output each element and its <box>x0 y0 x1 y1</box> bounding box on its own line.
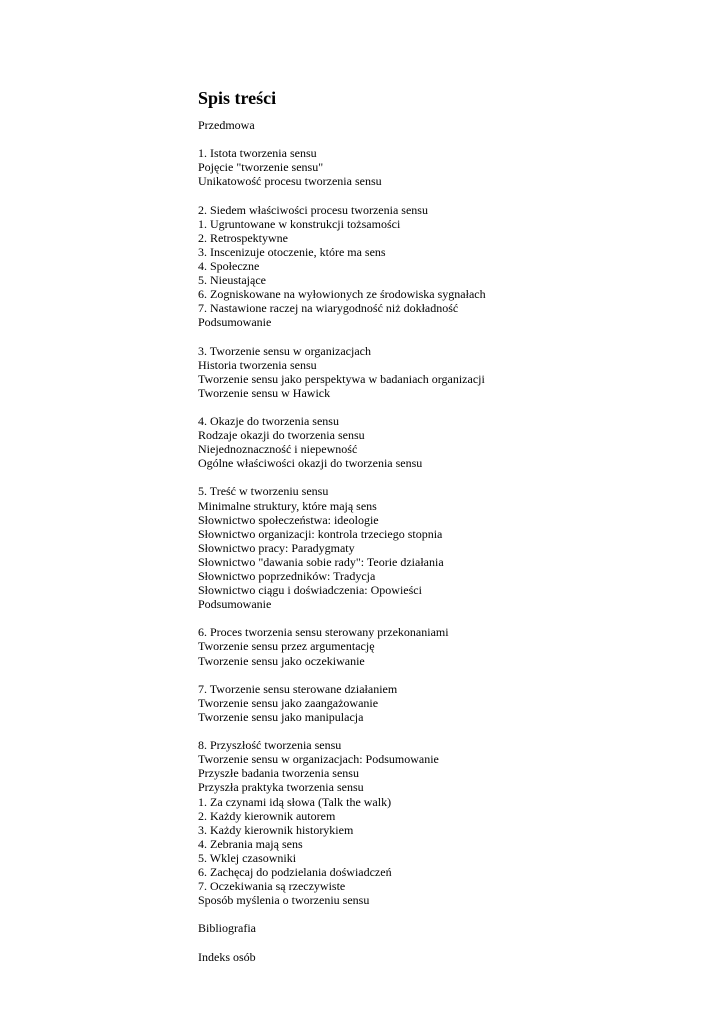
toc-subentry: 4. Zebrania mają sens <box>198 836 303 851</box>
toc-subentry: Słownictwo "dawania sobie rady": Teorie działania <box>198 554 444 569</box>
toc-subentry: Tworzenie sensu jako manipulacja <box>198 709 364 724</box>
toc-subentry: Tworzenie sensu w Hawick <box>198 385 331 400</box>
spacer <box>198 470 698 484</box>
toc-chapter-heading: 5. Treść w tworzeniu sensu <box>198 484 329 499</box>
toc-subentry: Historia tworzenia sensu <box>198 357 317 372</box>
toc-subentry: 2. Retrospektywne <box>198 230 288 245</box>
toc-subentry: 5. Wklej czasowniki <box>198 850 297 865</box>
toc-subentry: 6. Zogniskowane na wyłowionych ze środowiska sygnałach <box>198 287 486 302</box>
toc-subentry: Unikatowość procesu tworzenia sensu <box>198 174 382 189</box>
toc-chapter <box>198 414 698 484</box>
toc-subentry: Tworzenie sensu jako oczekiwanie <box>198 653 365 668</box>
toc-chapter <box>198 146 698 202</box>
toc-subentry: Minimalne struktury, które mają sens <box>198 498 377 513</box>
toc-subentry: Słownictwo społeczeństwa: ideologie <box>198 512 379 527</box>
spacer <box>198 611 698 625</box>
toc-chapter-heading: 6. Proces tworzenia sensu sterowany przekonaniami <box>198 625 449 640</box>
toc-entry-preface: Przedmowa <box>198 118 255 132</box>
toc-subentry: 5. Nieustające <box>198 273 266 288</box>
spacer <box>198 935 698 949</box>
toc-subentry: Tworzenie sensu w organizacjach: Podsumowanie <box>198 752 439 767</box>
toc-chapter-heading: 3. Tworzenie sensu w organizacjach <box>198 343 371 358</box>
toc-subentry: Słownictwo organizacji: kontrola trzeciego stopnia <box>198 526 443 541</box>
toc-chapter-heading: 1. Istota tworzenia sensu <box>198 146 317 161</box>
toc-subentry: 3. Inscenizuje otoczenie, które ma sens <box>198 244 386 259</box>
toc-subentry: Słownictwo ciągu i doświadczenia: Opowieści <box>198 583 422 598</box>
toc-chapter <box>198 203 698 344</box>
toc-subentry: Przyszła praktyka tworzenia sensu <box>198 780 364 795</box>
toc-subentry: 6. Zachęcaj do podzielania doświadczeń <box>198 864 392 879</box>
toc-subentry: 7. Oczekiwania są rzeczywiste <box>198 879 346 894</box>
toc-chapter <box>198 344 698 414</box>
toc-subentry: Słownictwo poprzedników: Tradycja <box>198 569 376 583</box>
toc-subentry: 2. Każdy kierownik autorem <box>198 808 336 823</box>
toc-sections <box>198 146 698 921</box>
toc-subentry: Tworzenie sensu przez argumentację <box>198 639 375 654</box>
toc-entry-index: Indeks osób <box>198 949 256 964</box>
toc-subentry: 7. Nastawione raczej na wiarygodność niż dokładność <box>198 301 459 316</box>
toc-subentry: Sposób myślenia o tworzeniu sensu <box>198 893 370 908</box>
toc-chapter-heading: 4. Okazje do tworzenia sensu <box>198 413 339 428</box>
toc-subentry: Podsumowanie <box>198 597 272 612</box>
toc-chapter-heading: 8. Przyszłość tworzenia sensu <box>198 738 342 753</box>
spacer <box>198 724 698 738</box>
page-title: Spis treści <box>198 88 277 108</box>
toc-subentry: 1. Za czynami idą słowa (Talk the walk) <box>198 794 392 809</box>
toc-subentry: Niejednoznaczność i niepewność <box>198 442 358 457</box>
toc-entry-bibliography: Bibliografia <box>198 921 256 936</box>
toc-chapter <box>198 484 698 625</box>
toc-subentry: Przyszłe badania tworzenia sensu <box>198 766 359 781</box>
toc-chapter <box>198 738 698 921</box>
spacer <box>198 668 698 682</box>
toc-subentry: Pojęcie "tworzenie sensu" <box>198 160 324 175</box>
spacer <box>198 132 698 146</box>
spacer <box>198 329 698 343</box>
table-of-contents <box>198 86 698 964</box>
toc-subentry: Słownictwo pracy: Paradygmaty <box>198 540 355 555</box>
toc-chapter-heading: 7. Tworzenie sensu sterowane działaniem <box>198 681 398 696</box>
toc-subentry: Tworzenie sensu jako perspektywa w badaniach organizacji <box>198 371 485 386</box>
toc-subentry: 3. Każdy kierownik historykiem <box>198 822 354 837</box>
spacer <box>198 188 698 202</box>
spacer <box>198 400 698 414</box>
spacer <box>198 907 698 921</box>
toc-subentry: Podsumowanie <box>198 315 272 330</box>
toc-chapter-heading: 2. Siedem właściwości procesu tworzenia sensu <box>198 202 428 217</box>
toc-subentry: Ogólne właściwości okazji do tworzenia sensu <box>198 456 423 471</box>
toc-subentry: 1. Ugruntowane w konstrukcji tożsamości <box>198 216 401 231</box>
toc-chapter <box>198 682 698 738</box>
toc-subentry: Tworzenie sensu jako zaangażowanie <box>198 695 379 710</box>
toc-subentry: 4. Społeczne <box>198 258 260 273</box>
toc-subentry: Rodzaje okazji do tworzenia sensu <box>198 428 365 443</box>
toc-chapter <box>198 625 698 681</box>
